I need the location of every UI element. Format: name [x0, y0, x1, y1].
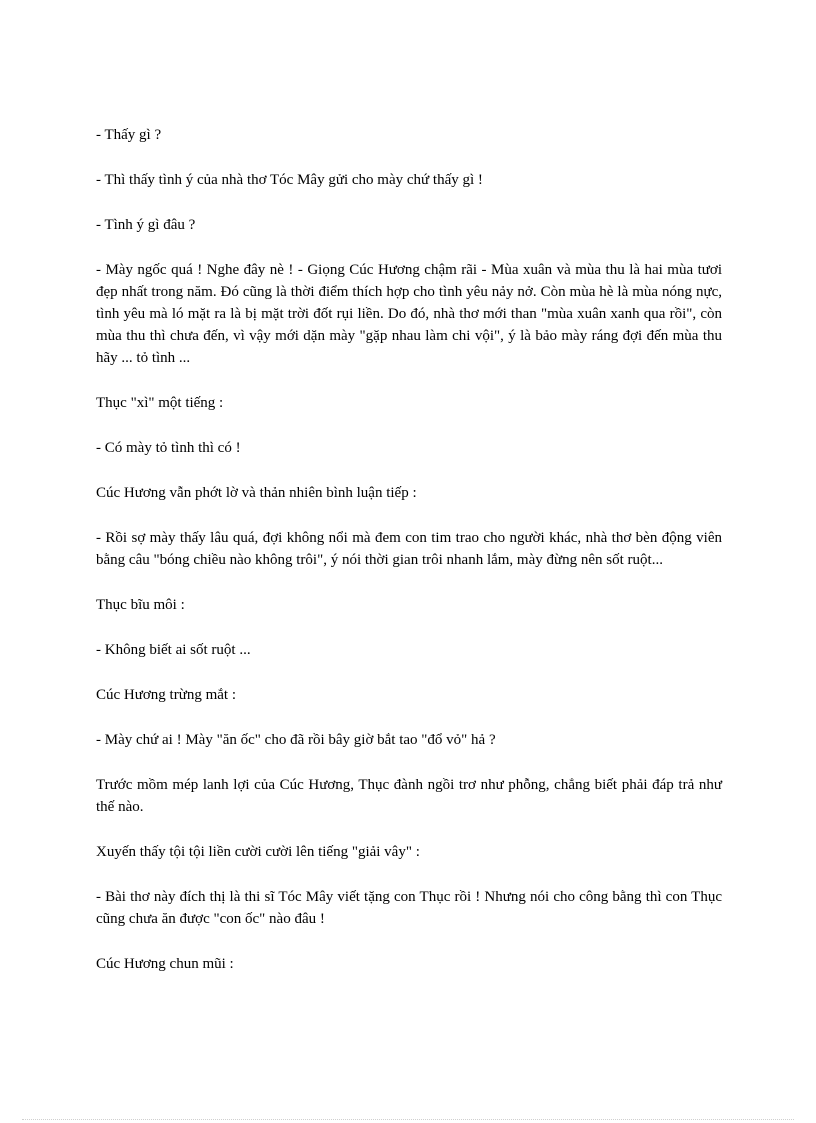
paragraph: - Mày ngốc quá ! Nghe đây nè ! - Giọng Cúc Hương chậm rãi - Mùa xuân và mùa thu là hai mùa tươi đẹp nhất trong năm. Đó cũng là thời điểm thích hợp cho tình yêu nảy nở. Còn mùa hè là mùa nóng nực, tình yêu mà ló mặt ra là bị mặt trời đốt rụi liền. Do đó, nhà thơ mới than "mùa xuân xanh qua rồi", còn mùa thu thì chưa đến, vì vậy mới dặn mày "gặp nhau làm chi vội", ý là bảo mày ráng đợi đến mùa thu hãy ... tỏ tình ... [96, 262, 726, 366]
page-bottom-edge [22, 1119, 794, 1120]
paragraph: - Rồi sợ mày thấy lâu quá, đợi không nổi mà đem con tim trao cho người khác, nhà thơ bèn động viên bằng câu "bóng chiều nào không trôi", ý nói thời gian trôi nhanh lắm, mày đừng nên sốt ruột... [96, 530, 726, 568]
paragraph: Trước mồm mép lanh lợi của Cúc Hương, Thục đành ngồi trơ như phỗng, chẳng biết phải đáp trả như thế nào. [96, 777, 726, 815]
paragraph: - Thấy gì ? [96, 127, 162, 143]
paragraph: Thục bĩu môi : [96, 597, 185, 613]
document-body [96, 124, 726, 998]
paragraph: - Có mày tỏ tình thì có ! [96, 440, 241, 456]
paragraph: - Bài thơ này đích thị là thi sĩ Tóc Mây viết tặng con Thục rồi ! Nhưng nói cho công bằng thì con Thục cũng chưa ăn được "con ốc" nào đâu ! [96, 889, 726, 927]
paragraph: Cúc Hương vẫn phớt lờ và thản nhiên bình luận tiếp : [96, 485, 417, 501]
paragraph: Thục "xì" một tiếng : [96, 395, 224, 411]
paragraph: - Tình ý gì đâu ? [96, 217, 196, 233]
paragraph: Cúc Hương chun mũi : [96, 956, 234, 972]
paragraph: - Thì thấy tình ý của nhà thơ Tóc Mây gửi cho mày chứ thấy gì ! [96, 172, 483, 188]
paragraph: Xuyến thấy tội tội liền cười cười lên tiếng "giải vây" : [96, 844, 420, 860]
paragraph: - Mày chứ ai ! Mày "ăn ốc" cho đã rồi bây giờ bắt tao "đổ vỏ" hả ? [96, 732, 496, 748]
paragraph: Cúc Hương trừng mắt : [96, 687, 237, 703]
paragraph: - Không biết ai sốt ruột ... [96, 642, 251, 658]
